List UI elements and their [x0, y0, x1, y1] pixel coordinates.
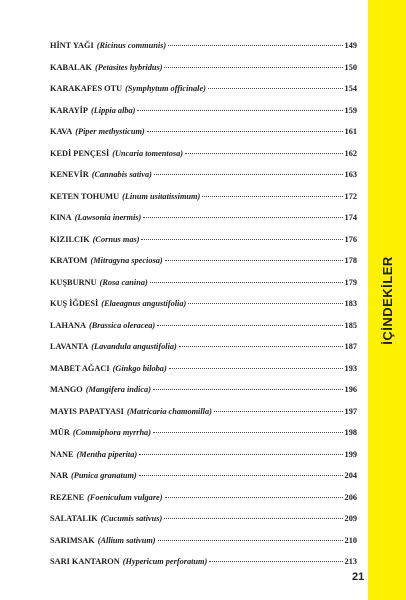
entry-latin-name: (Cannabis sativa): [91, 170, 152, 179]
toc-entry: [50, 321, 357, 343]
toc-entry: [50, 213, 357, 235]
toc-entry: [50, 407, 357, 429]
entry-name: LAVANTA: [50, 342, 89, 351]
entry-page-number: 162: [344, 148, 357, 158]
entry-page-number: 161: [344, 127, 357, 136]
toc-entry: [50, 364, 357, 386]
dot-leader: [179, 346, 343, 347]
dot-leader: [153, 432, 343, 433]
toc-entry: [50, 428, 357, 450]
dot-leader: [154, 174, 343, 175]
dot-leader: [139, 454, 342, 455]
dot-leader: [164, 67, 342, 68]
entry-page-number: 196: [344, 385, 357, 394]
entry-page-number: 172: [344, 191, 357, 201]
entry-page-number: 150: [344, 62, 357, 72]
entry-name: SALATALIK: [50, 514, 98, 523]
entry-name: KINA: [50, 213, 72, 222]
dot-leader: [143, 217, 342, 218]
entry-name: MAYIS PAPATYASI: [50, 406, 124, 416]
toc-entry: [50, 557, 357, 579]
entry-page-number: 213: [344, 557, 357, 566]
page-number: 21: [352, 571, 365, 583]
toc-entry: [50, 385, 357, 407]
entry-page-number: 210: [344, 535, 357, 545]
dot-leader: [141, 239, 342, 240]
entry-page-number: 193: [344, 363, 357, 373]
entry-latin-name: (Petasites hybridus): [94, 62, 163, 72]
entry-name: KIZILCIK: [50, 234, 90, 244]
entry-name: MÜR: [50, 428, 70, 437]
sidebar-title-container: [368, 0, 406, 600]
entry-name: KUŞ İĞDESİ: [50, 299, 99, 308]
dot-leader: [153, 389, 343, 390]
entry-page-number: 179: [344, 277, 357, 287]
toc-entry: [50, 493, 357, 515]
toc-entry: [50, 514, 357, 536]
entry-page-number: 198: [344, 428, 357, 437]
toc-entry: [50, 41, 357, 63]
entry-latin-name: (Commiphora myrrha): [72, 428, 151, 437]
dot-leader: [188, 303, 342, 304]
dot-leader: [164, 518, 342, 519]
entry-page-number: 206: [344, 492, 357, 502]
entry-latin-name: (Uncaria tomentosa): [112, 148, 184, 158]
entry-page-number: 187: [344, 342, 357, 351]
dot-leader: [157, 325, 342, 326]
dot-leader: [158, 540, 343, 541]
entry-latin-name: (Mentha piperita): [76, 449, 138, 459]
toc-entry: [50, 471, 357, 493]
dot-leader: [168, 45, 342, 46]
entry-page-number: 209: [344, 514, 357, 523]
entry-latin-name: (Mangifera indica): [85, 385, 151, 394]
entry-name: KRATOM: [50, 256, 88, 265]
toc-entry: [50, 256, 357, 278]
entry-latin-name: (Rosa canina): [99, 277, 148, 287]
toc-entry: [50, 342, 357, 364]
entry-page-number: 149: [344, 41, 357, 50]
toc-entry: [50, 106, 357, 128]
toc-entry: [50, 299, 357, 321]
entry-latin-name: (Linum usitatissimum): [122, 191, 201, 201]
toc-entry: [50, 63, 357, 85]
entry-name: MABET AĞACI: [50, 363, 110, 373]
entry-latin-name: (Ginkgo biloba): [112, 363, 167, 373]
section-sidebar: [368, 0, 406, 600]
sidebar-title: İÇİNDEKİLER: [379, 255, 395, 345]
entry-page-number: 154: [344, 84, 357, 93]
entry-name: HİNT YAĞI: [50, 41, 94, 50]
entry-page-number: 185: [344, 320, 357, 330]
toc-entry: [50, 127, 357, 149]
dot-leader: [185, 153, 343, 154]
entry-name: SARIMSAK: [50, 535, 95, 545]
dot-leader: [137, 110, 342, 111]
entry-latin-name: (Lawsonia inermis): [74, 213, 142, 222]
toc-entry: [50, 84, 357, 106]
entry-latin-name: (Cornus mas): [92, 234, 140, 244]
entry-name: KARAKAFES OTU: [50, 84, 123, 93]
entry-name: NANE: [50, 449, 74, 459]
entry-page-number: 178: [344, 256, 357, 265]
entry-latin-name: (Elaeagnus angustifolia): [101, 299, 187, 308]
entry-name: NAR: [50, 471, 68, 480]
entry-name: KENEVİR: [50, 170, 89, 179]
dot-leader: [165, 497, 343, 498]
dot-leader: [202, 196, 342, 197]
entry-name: MANGO: [50, 385, 83, 394]
dot-leader: [208, 88, 343, 89]
entry-page-number: 176: [344, 234, 357, 244]
dot-leader: [165, 260, 343, 261]
entry-latin-name: (Punica granatum): [70, 471, 137, 480]
entry-name: KEDİ PENÇESİ: [50, 148, 110, 158]
entry-name: KETEN TOHUMU: [50, 191, 120, 201]
dot-leader: [209, 561, 342, 562]
entry-name: KABALAK: [50, 62, 92, 72]
dot-leader: [214, 411, 343, 412]
entry-latin-name: (Ricinus communis): [96, 41, 167, 50]
entry-latin-name: (Allium sativum): [97, 535, 156, 545]
entry-name: LAHANA: [50, 320, 86, 330]
entry-name: KUŞBURNU: [50, 277, 97, 287]
dot-leader: [147, 131, 343, 132]
entry-name: KARAYİP: [50, 105, 88, 115]
entry-latin-name: (Cucumis sativus): [100, 514, 163, 523]
entry-latin-name: (Symphytum officinale): [125, 84, 206, 93]
entry-latin-name: (Mitragyna speciosa): [90, 256, 163, 265]
table-of-contents: [50, 41, 357, 579]
toc-entry: [50, 192, 357, 214]
entry-page-number: 197: [344, 406, 357, 416]
entry-latin-name: (Piper methysticum): [75, 127, 145, 136]
toc-entry: [50, 235, 357, 257]
toc-entry: [50, 149, 357, 171]
entry-page-number: 159: [344, 105, 357, 115]
entry-name: KAVA: [50, 127, 73, 136]
toc-entry: [50, 450, 357, 472]
dot-leader: [169, 368, 343, 369]
entry-page-number: 183: [344, 299, 357, 308]
entry-latin-name: (Brassica oleracea): [88, 320, 156, 330]
dot-leader: [139, 475, 343, 476]
entry-name: SARI KANTARON: [50, 557, 120, 566]
entry-page-number: 163: [344, 170, 357, 179]
entry-page-number: 204: [344, 471, 357, 480]
entry-latin-name: (Lippia alba): [90, 105, 136, 115]
entry-page-number: 174: [344, 213, 357, 222]
entry-name: REZENE: [50, 492, 85, 502]
entry-latin-name: (Lavandula angustifolia): [91, 342, 177, 351]
toc-entry: [50, 170, 357, 192]
entry-latin-name: (Hypericum perforatum): [122, 557, 208, 566]
entry-latin-name: (Foeniculum vulgare): [87, 492, 163, 502]
entry-page-number: 199: [344, 449, 357, 459]
entry-latin-name: (Matricaria chamomilla): [126, 406, 212, 416]
toc-entry: [50, 536, 357, 558]
toc-entry: [50, 278, 357, 300]
dot-leader: [150, 282, 343, 283]
